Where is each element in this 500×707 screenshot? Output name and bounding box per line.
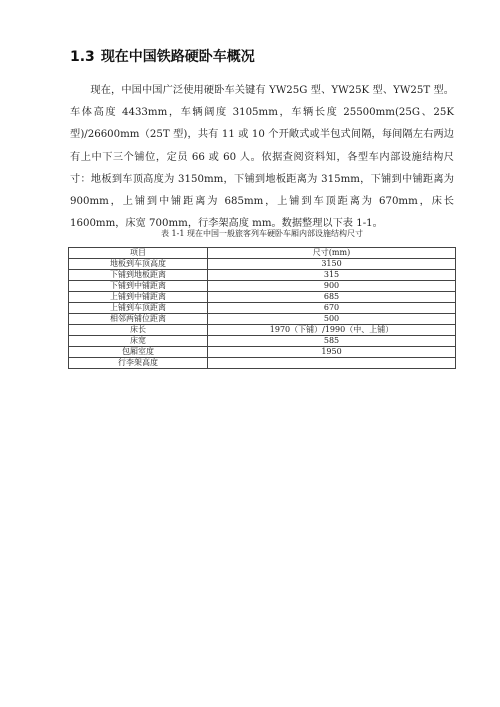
row-item-cell: 上铺到中铺距离 <box>69 292 208 303</box>
section-heading <box>70 46 255 66</box>
row-item-cell: 行李架高度 <box>69 358 208 369</box>
row-value-cell: 685 <box>208 292 456 303</box>
row-value-cell: 1970（下铺）/1990（中、上铺） <box>208 325 456 336</box>
row-value-cell: 3150 <box>208 259 456 270</box>
row-item-cell: 床宽 <box>69 336 208 347</box>
spec-table <box>68 247 456 369</box>
table-header-row <box>69 248 456 259</box>
row-value-cell: 500 <box>208 314 456 325</box>
row-value-cell <box>208 358 456 369</box>
table-row <box>69 303 456 314</box>
table-row <box>69 292 456 303</box>
row-value-cell: 670 <box>208 303 456 314</box>
column-header-size: 尺寸(mm) <box>208 248 456 259</box>
section-title: 现在中国铁路硬卧车概况 <box>100 49 255 65</box>
row-item-cell: 地板到车顶高度 <box>69 259 208 270</box>
row-value-cell: 1950 <box>208 347 456 358</box>
table-row <box>69 325 456 336</box>
table-row <box>69 314 456 325</box>
table-row <box>69 281 456 292</box>
table-row <box>69 336 456 347</box>
table-row <box>69 259 456 270</box>
row-item-cell: 下铺到地板距离 <box>69 270 208 281</box>
section-number: 1.3 <box>70 49 95 65</box>
table-row <box>69 358 456 369</box>
row-item-cell: 相邻两铺位距离 <box>69 314 208 325</box>
row-value-cell: 900 <box>208 281 456 292</box>
column-header-item: 项目 <box>69 248 208 259</box>
row-value-cell: 585 <box>208 336 456 347</box>
body-paragraph: 现在，中国中国广泛使用硬卧车关键有 YW25G 型、YW25K 型、YW25T 型。车体高度 4433mm，车辆阔度 3105mm，车辆长度 25500mm(25G、25K 型)/26600mm（25T 型)，共有 11 或 10 个开敞式或半包式间隔，每间隔左右两边有上中下三个铺位，定员 66 或 60 人。依据查阅资料知，各型车内部设施结构尺寸：地板到车顶高度为 3150mm，下铺到地板距离为 315mm，下铺到中铺距离为 900mm，上铺到中铺距离为 685mm，上铺到车顶距离为 670mm，床长 1600mm，床宽 700mm，行李架高度 mm。数据整理以下表 1-1。 <box>70 85 454 230</box>
row-item-cell: 床长 <box>69 325 208 336</box>
row-item-cell: 包厢室度 <box>69 347 208 358</box>
table-row <box>69 347 456 358</box>
row-item-cell: 上铺到车顶距离 <box>69 303 208 314</box>
row-value-cell: 315 <box>208 270 456 281</box>
row-item-cell: 下铺到中铺距离 <box>69 281 208 292</box>
table-caption: 表 1-1 现在中国一般旅客列车硬卧车厢内部设施结构尺寸 <box>161 229 363 238</box>
table-row <box>69 270 456 281</box>
